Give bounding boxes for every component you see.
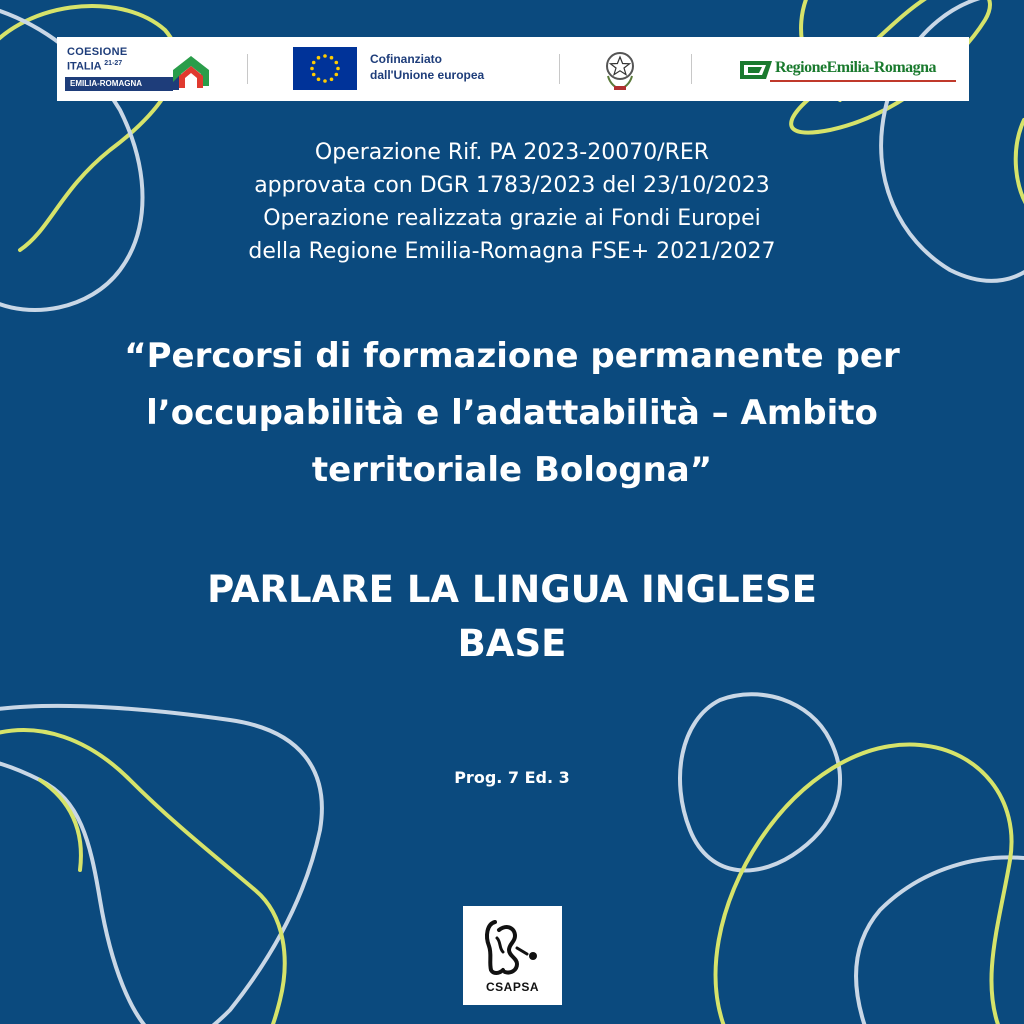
info-line: Operazione realizzata grazie ai Fondi Europei: [263, 206, 761, 231]
info-line: della Regione Emilia-Romagna FSE+ 2021/2027: [248, 239, 776, 264]
coesione-line2: [67, 58, 122, 73]
coesione-line1: COESIONE: [67, 46, 128, 58]
subject-title: [0, 563, 1024, 671]
logo-bar: [57, 37, 969, 101]
eu-line2: dall'Unione europea: [370, 68, 485, 82]
subject-line: BASE: [457, 622, 567, 665]
csapsa-logo: [463, 906, 562, 1005]
info-line: Operazione Rif. PA 2023-20070/RER: [314, 140, 710, 165]
logo-separator: [559, 54, 560, 84]
coesione-band: EMILIA-ROMAGNA: [65, 77, 173, 91]
course-title: [0, 328, 1024, 499]
subject-line: PARLARE LA LINGUA INGLESE: [207, 568, 817, 611]
course-title-line: territoriale Bologna”: [311, 450, 713, 490]
coesione-italia-text: ITALIA: [67, 60, 102, 73]
course-title-line: l’occupabilità e l’adattabilità – Ambito: [146, 393, 878, 433]
csapsa-mark-icon: [481, 916, 545, 978]
course-title-line: “Percorsi di formazione permanente per: [124, 336, 900, 376]
info-line: approvata con DGR 1783/2023 del 23/10/2023: [254, 173, 770, 198]
prog-label: Prog. 7 Ed. 3: [454, 768, 570, 787]
coesione-mark-icon: [169, 48, 213, 92]
logo-separator: [691, 54, 692, 84]
italian-republic-emblem-icon: [602, 46, 638, 92]
eu-cofinanziato-text: [370, 51, 484, 83]
coesione-italia-logo: [65, 44, 225, 94]
operation-info: [0, 136, 1024, 268]
logo-separator: [247, 54, 248, 84]
csapsa-label: CSAPSA: [485, 980, 539, 994]
coesione-years: 21-27: [104, 60, 123, 67]
eu-flag-icon: [293, 47, 357, 90]
rer-name: RegioneEmilia-Romagna: [775, 59, 937, 76]
eu-line1: Cofinanziato: [370, 52, 442, 66]
